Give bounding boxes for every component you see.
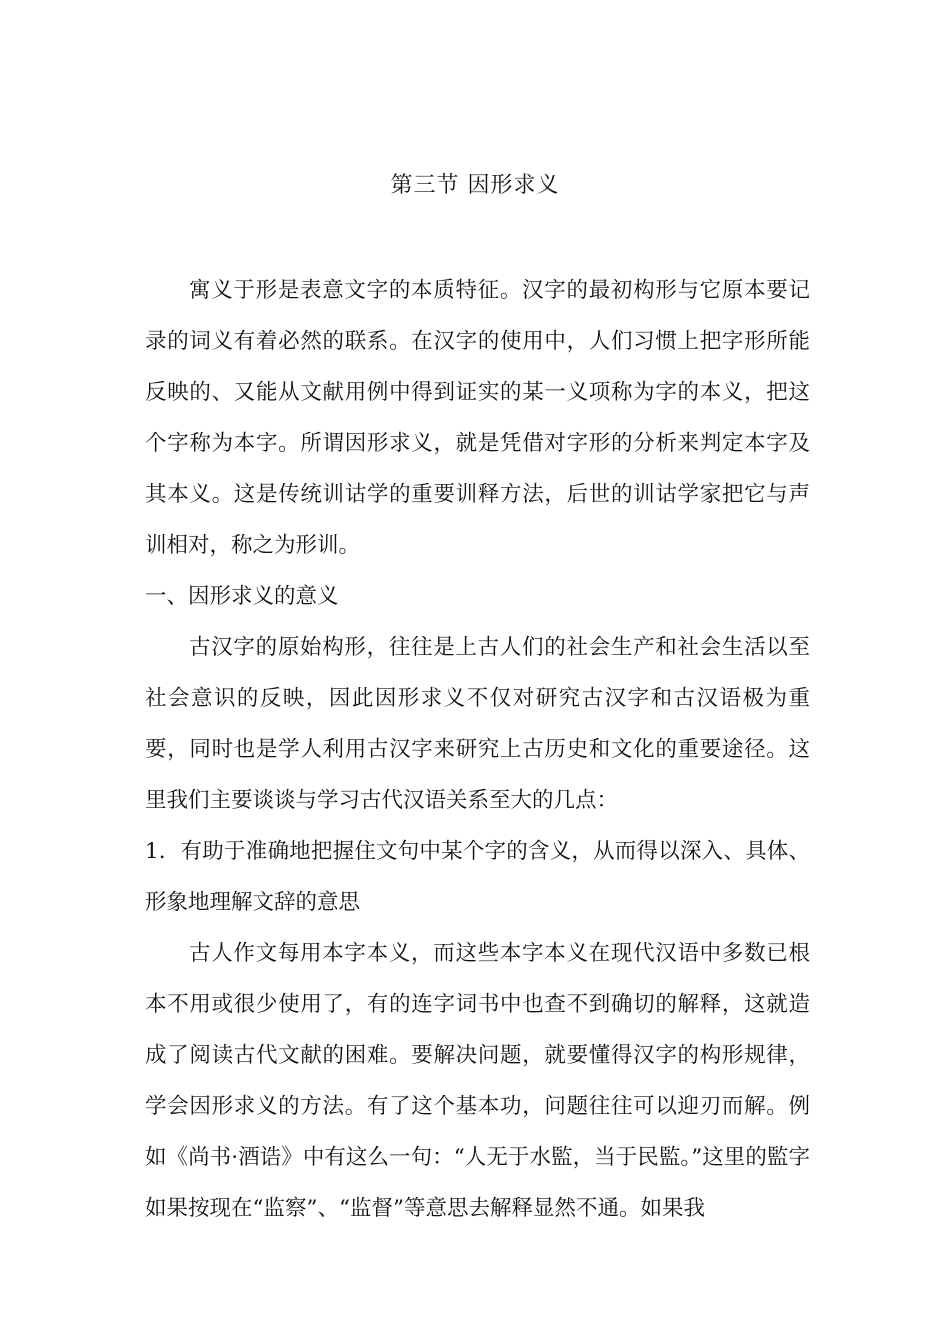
example-paragraph: 古人作文每用本字本义，而这些本字本义在现代汉语中多数已根本不用或很少使用了，有的连字词书中也查不到确切的解释，这就造成了阅读古代文献的困难。要解决问题，就要懂得汉字的构形规律，学会因形求义的方法。有了这个基本功，问题往往可以迎刃而解。例如《尚书·酒诰》中有这么一句：“人无于水監，当于民監。”这里的監字如果按现在“监察”、“监督”等意思去解释显然不通。如果我 xyxy=(145,941,810,1221)
subsection-heading: 一、因形求义的意义 xyxy=(145,584,339,609)
body-content xyxy=(145,265,810,1234)
section-title: 第三节 因形求义 xyxy=(390,173,560,198)
intro-paragraph: 寓义于形是表意文字的本质特征。汉字的最初构形与它原本要记录的词义有着必然的联系。在汉字的使用中，人们习惯上把字形所能反映的、又能从文献用例中得到证实的某一义项称为字的本义，把这个字称为本字。所谓因形求义，就是凭借对字形的分析来判定本字及其本义。这是传统训诂学的重要训释方法，后世的训诂学家把它与声训相对，称之为形训。 xyxy=(145,278,810,558)
significance-paragraph: 古汉字的原始构形，往往是上古人们的社会生产和社会生活以至社会意识的反映，因此因形求义不仅对研究古汉字和古汉语极为重要，同时也是学人利用古汉字来研究上古历史和文化的重要途径。这里我们主要谈谈与学习古代汉语关系至大的几点： xyxy=(145,635,810,813)
point-heading: 1．有助于准确地把握住文句中某个字的含义，从而得以深入、具体、形象地理解文辞的意思 xyxy=(145,839,810,915)
